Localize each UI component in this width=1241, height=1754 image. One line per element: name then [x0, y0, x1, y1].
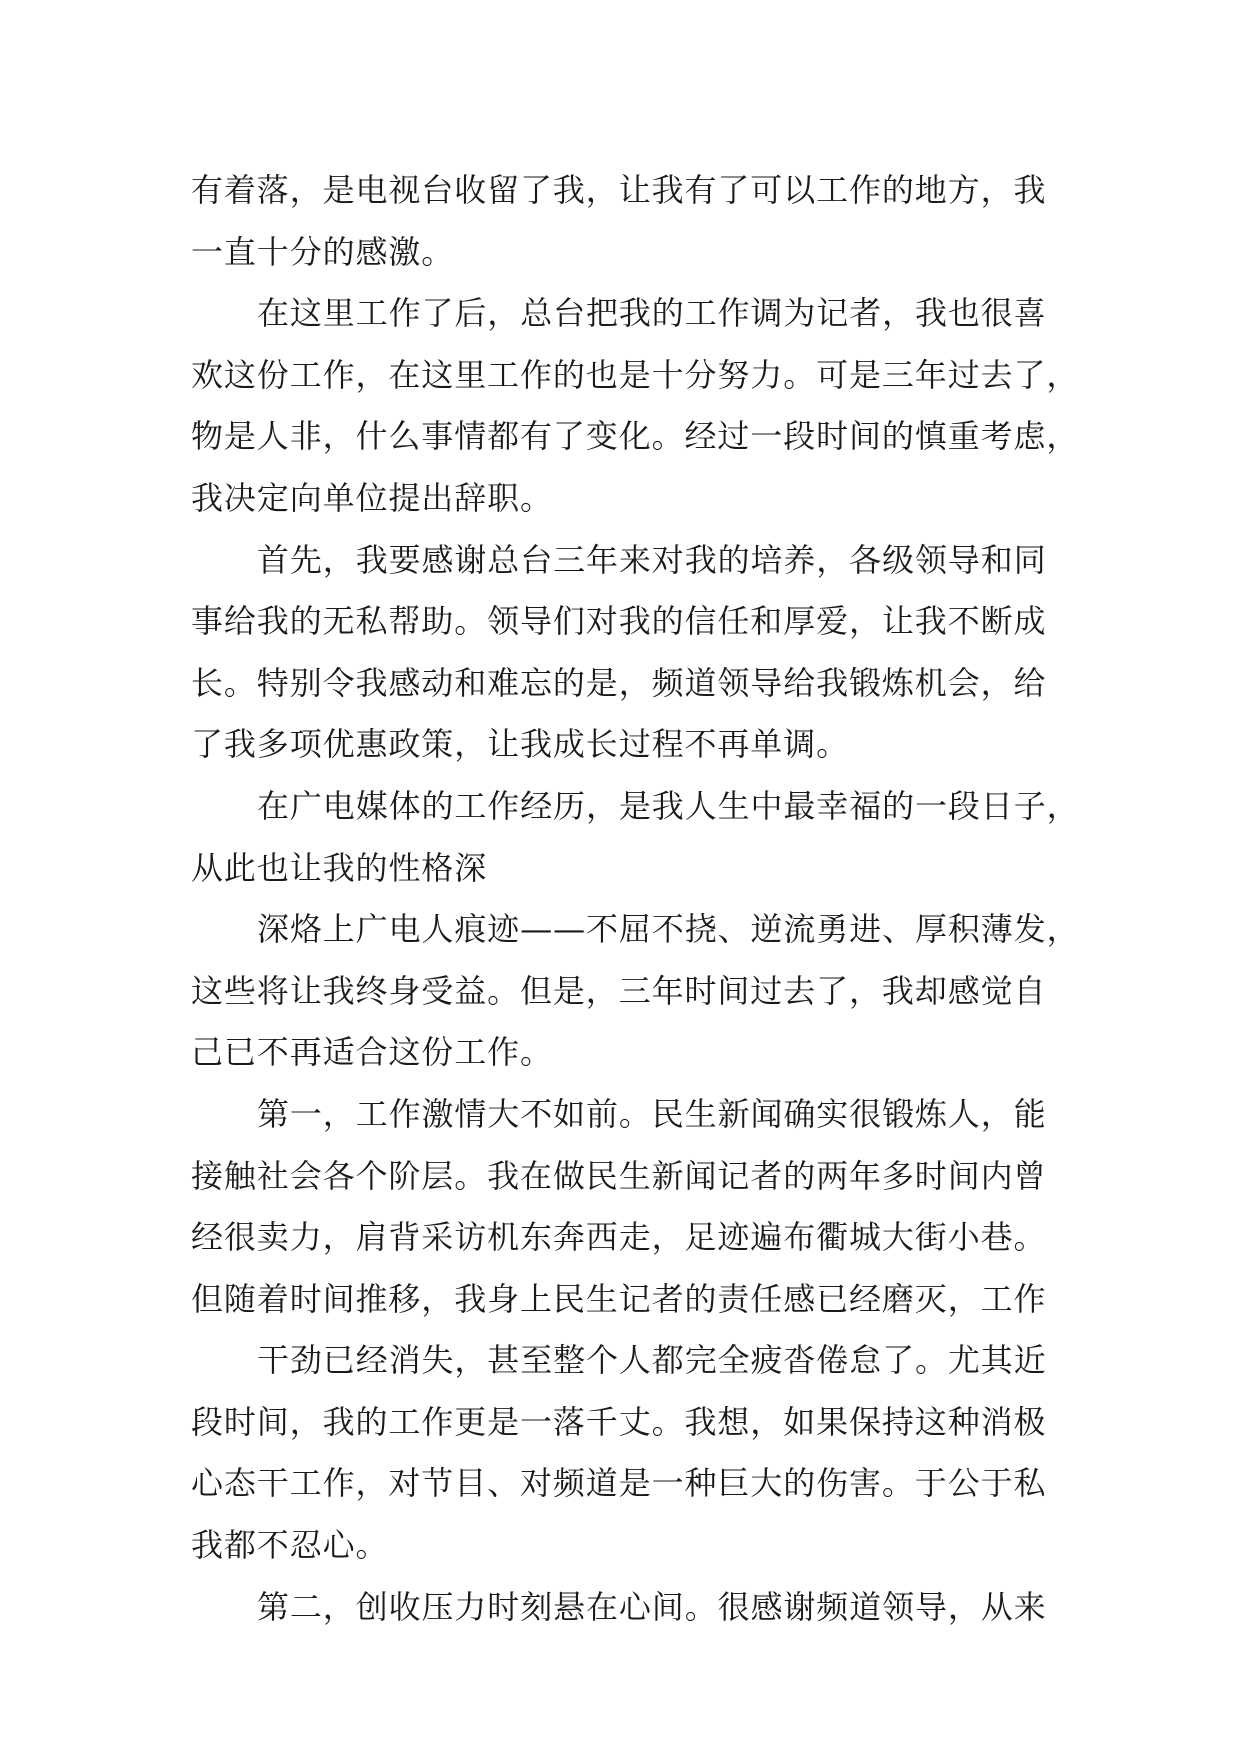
paragraph-start-line: 在广电媒体的工作经历，是我人生中最幸福的一段日子，: [257, 786, 1080, 825]
paragraph-start-line: 深烙上广电人痕迹——不屈不挠、逆流勇进、厚积薄发，: [257, 910, 1080, 949]
paragraph-start-line: 干劲已经消失，甚至整个人都完全疲沓倦怠了。尤其近: [257, 1341, 1047, 1380]
paragraph-start-line: 第一，工作激情大不如前。民生新闻确实很锻炼人，能: [257, 1094, 1047, 1133]
text-line: 我都不忍心。: [191, 1526, 389, 1565]
document-body: [191, 160, 1080, 1638]
text-line: 段时间，我的工作更是一落千丈。我想，如果保持这种消极: [191, 1402, 1047, 1441]
text-line: 己已不再适合这份工作。: [191, 1033, 553, 1072]
text-line: 接触社会各个阶层。我在做民生新闻记者的两年多时间内曾: [191, 1156, 1047, 1195]
text-line: 从此也让我的性格深: [191, 848, 488, 887]
paragraph-start-line: 首先，我要感谢总台三年来对我的培养，各级领导和同: [257, 540, 1047, 579]
text-line: 我决定向单位提出辞职。: [191, 478, 553, 517]
text-line: 了我多项优惠政策，让我成长过程不再单调。: [191, 725, 850, 764]
text-line: 事给我的无私帮助。领导们对我的信任和厚爱，让我不断成: [191, 602, 1047, 641]
text-line: 有着落，是电视台收留了我，让我有了可以工作的地方，我: [191, 171, 1047, 209]
text-line: 物是人非，什么事情都有了变化。经过一段时间的慎重考虑，: [191, 417, 1080, 456]
text-line: 欢这份工作，在这里工作的也是十分努力。可是三年过去了，: [191, 355, 1080, 394]
paragraph-start-line: 第二，创收压力时刻悬在心间。很感谢频道领导，从来: [257, 1587, 1047, 1626]
text-line: 这些将让我终身受益。但是，三年时间过去了，我却感觉自: [191, 971, 1047, 1010]
text-line: 一直十分的感激。: [191, 232, 455, 271]
paragraph-start-line: 在这里工作了后，总台把我的工作调为记者，我也很喜: [257, 294, 1047, 333]
text-line: 长。特别令我感动和难忘的是，频道领导给我锻炼机会，给: [191, 663, 1047, 702]
text-line: 心态干工作，对节目、对频道是一种巨大的伤害。于公于私: [191, 1464, 1047, 1503]
text-line: 经很卖力，肩背采访机东奔西走，足迹遍布衢城大街小巷。: [191, 1218, 1047, 1257]
text-line: 但随着时间推移，我身上民生记者的责任感已经磨灭，工作: [191, 1279, 1047, 1318]
